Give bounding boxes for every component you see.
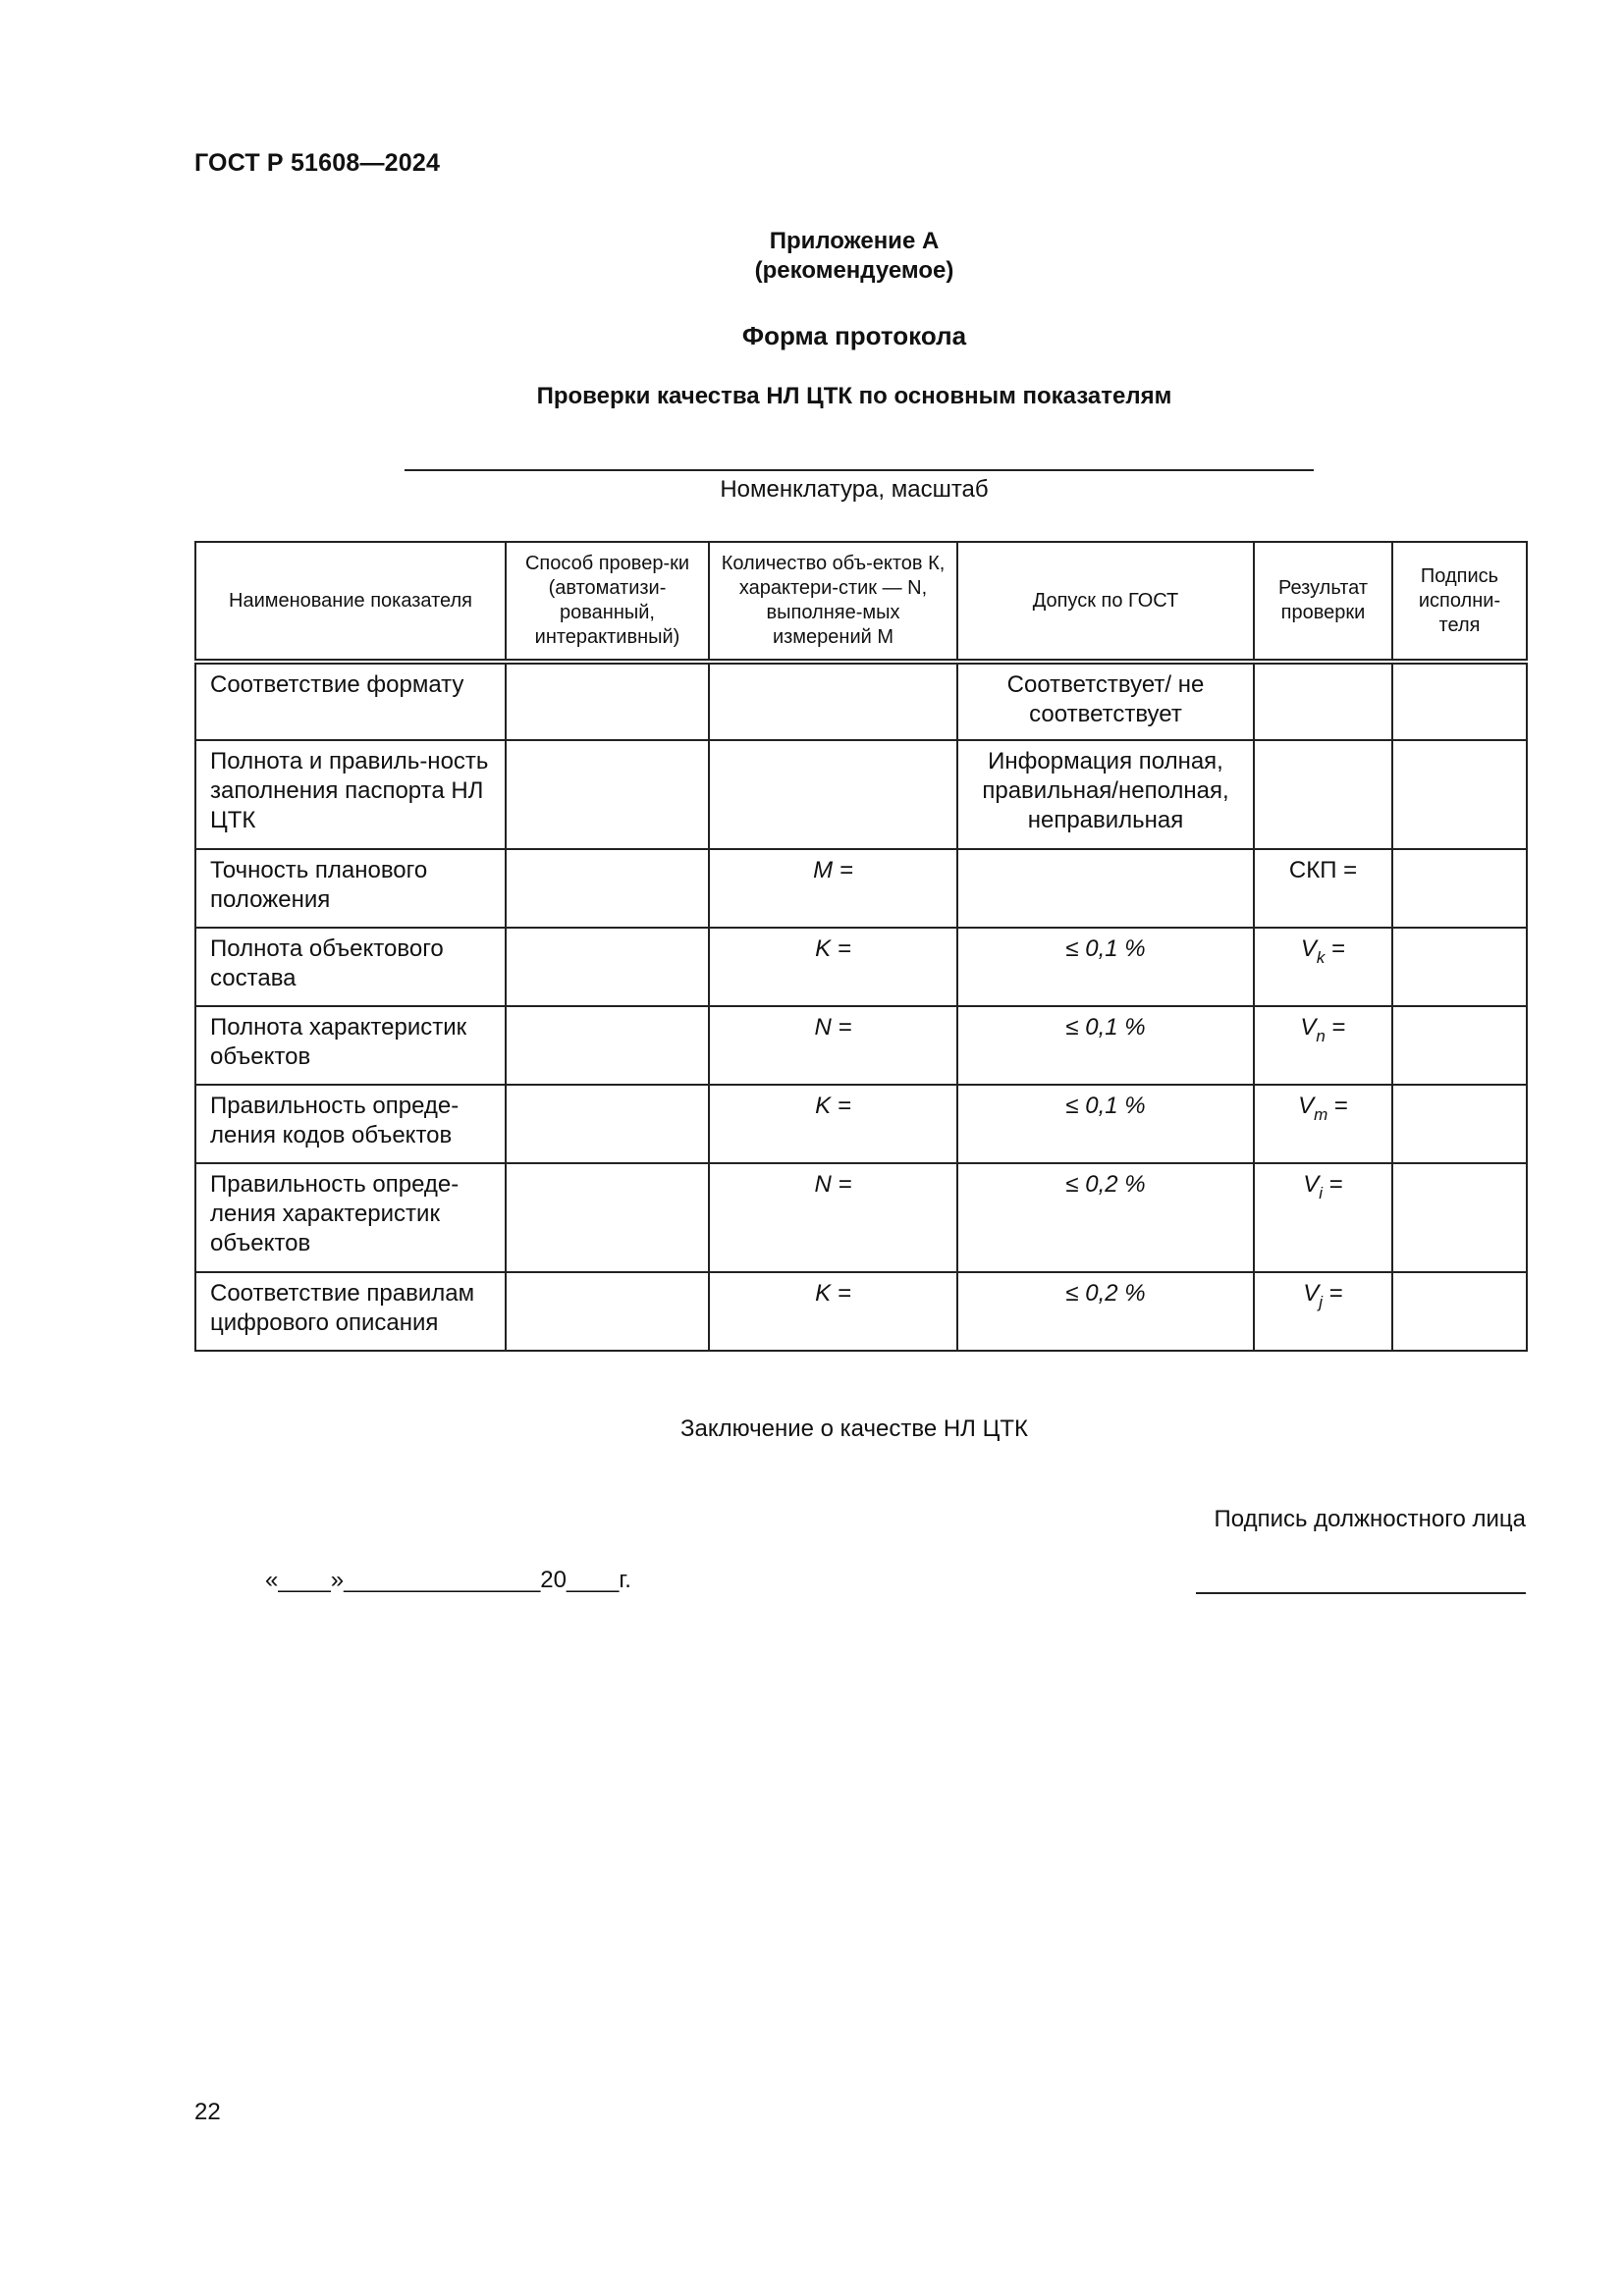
tolerance-cell: ≤ 0,1 % <box>957 1085 1254 1163</box>
header-check-result: Результат проверки <box>1254 542 1392 662</box>
form-title: Форма протокола <box>741 321 967 350</box>
table-row <box>195 1272 1527 1351</box>
appendix-label: Приложение А <box>769 228 940 254</box>
tolerance-cell: ≤ 0,1 % <box>957 1006 1254 1085</box>
result-cell: $V_m$ = <box>1254 1085 1392 1163</box>
indicator-name: Правильность опреде-ления характеристик объектов <box>195 1163 506 1272</box>
signature-cell <box>1392 928 1527 1006</box>
count-cell: K = <box>709 1272 957 1351</box>
table-row <box>195 1006 1527 1085</box>
header-indicator-name: Наименование показателя <box>195 542 506 662</box>
table-row <box>195 928 1527 1006</box>
result-cell <box>1254 662 1392 740</box>
document-code: ГОСТ Р 51608—2024 <box>194 149 441 177</box>
result-cell: $V_j$ = <box>1254 1272 1392 1351</box>
tolerance-cell: ≤ 0,2 % <box>957 1272 1254 1351</box>
result-cell: $V_n$ = <box>1254 1006 1392 1085</box>
table-header-row <box>195 542 1527 662</box>
tolerance-cell: ≤ 0,1 % <box>957 928 1254 1006</box>
appendix-status: (рекомендуемое) <box>754 257 954 284</box>
count-cell <box>709 662 957 740</box>
signature-cell <box>1392 1272 1527 1351</box>
table-row <box>195 1163 1527 1272</box>
count-cell: K = <box>709 928 957 1006</box>
count-cell: N = <box>709 1006 957 1085</box>
indicator-name: Полнота характеристик объектов <box>195 1006 506 1085</box>
count-cell: K = <box>709 1085 957 1163</box>
table-row <box>195 740 1527 849</box>
indicator-name: Соответствие формату <box>195 662 506 740</box>
signature-cell <box>1392 740 1527 849</box>
page-number: 22 <box>194 2099 221 2125</box>
header-gost-tolerance: Допуск по ГОСТ <box>957 542 1254 662</box>
form-subtitle: Проверки качества НЛ ЦТК по основным показателям <box>536 383 1172 409</box>
signature-cell <box>1392 849 1527 928</box>
header-check-method: Способ провер-ки (автоматизи-рованный, интерактивный) <box>506 542 709 662</box>
indicator-name: Точность планового положения <box>195 849 506 928</box>
signature-cell <box>1392 1163 1527 1272</box>
signature-cell <box>1392 662 1527 740</box>
check-method-cell <box>506 928 709 1006</box>
indicator-name: Правильность опреде-ления кодов объектов <box>195 1085 506 1163</box>
nomenclature-underline <box>405 469 1314 471</box>
check-method-cell <box>506 1272 709 1351</box>
check-method-cell <box>506 1006 709 1085</box>
nomenclature-caption: Номенклатура, масштаб <box>720 476 989 503</box>
table-row <box>195 662 1527 740</box>
tolerance-cell: Соответствует/ не соответствует <box>957 662 1254 740</box>
count-cell: N = <box>709 1163 957 1272</box>
count-cell: M = <box>709 849 957 928</box>
check-method-cell <box>506 1163 709 1272</box>
table-row <box>195 849 1527 928</box>
signature-line <box>1196 1592 1526 1594</box>
table-row <box>195 1085 1527 1163</box>
official-signature-label: Подпись должностного лица <box>1214 1506 1526 1532</box>
header-object-count: Количество объ-ектов К, характери-стик — N, выполняе-мых измерений М <box>709 542 957 662</box>
tolerance-cell <box>957 849 1254 928</box>
tolerance-cell: ≤ 0,2 % <box>957 1163 1254 1272</box>
tolerance-cell: Информация полная, правильная/неполная, неправильная <box>957 740 1254 849</box>
signature-cell <box>1392 1085 1527 1163</box>
protocol-table <box>194 541 1528 1352</box>
count-cell <box>709 740 957 849</box>
indicator-name: Соответствие правилам цифрового описания <box>195 1272 506 1351</box>
check-method-cell <box>506 1085 709 1163</box>
indicator-name: Полнота и правиль-ность заполнения паспорта НЛ ЦТК <box>195 740 506 849</box>
result-cell: СКП = <box>1254 849 1392 928</box>
header-executor-signature: Подпись исполни-теля <box>1392 542 1527 662</box>
result-cell: $V_k$ = <box>1254 928 1392 1006</box>
signature-cell <box>1392 1006 1527 1085</box>
result-cell: $V_i$ = <box>1254 1163 1392 1272</box>
check-method-cell <box>506 740 709 849</box>
date-line: «____»_______________20____г. <box>265 1567 631 1593</box>
indicator-name: Полнота объектового состава <box>195 928 506 1006</box>
check-method-cell <box>506 662 709 740</box>
check-method-cell <box>506 849 709 928</box>
result-cell <box>1254 740 1392 849</box>
quality-conclusion: Заключение о качестве НЛ ЦТК <box>680 1415 1028 1442</box>
